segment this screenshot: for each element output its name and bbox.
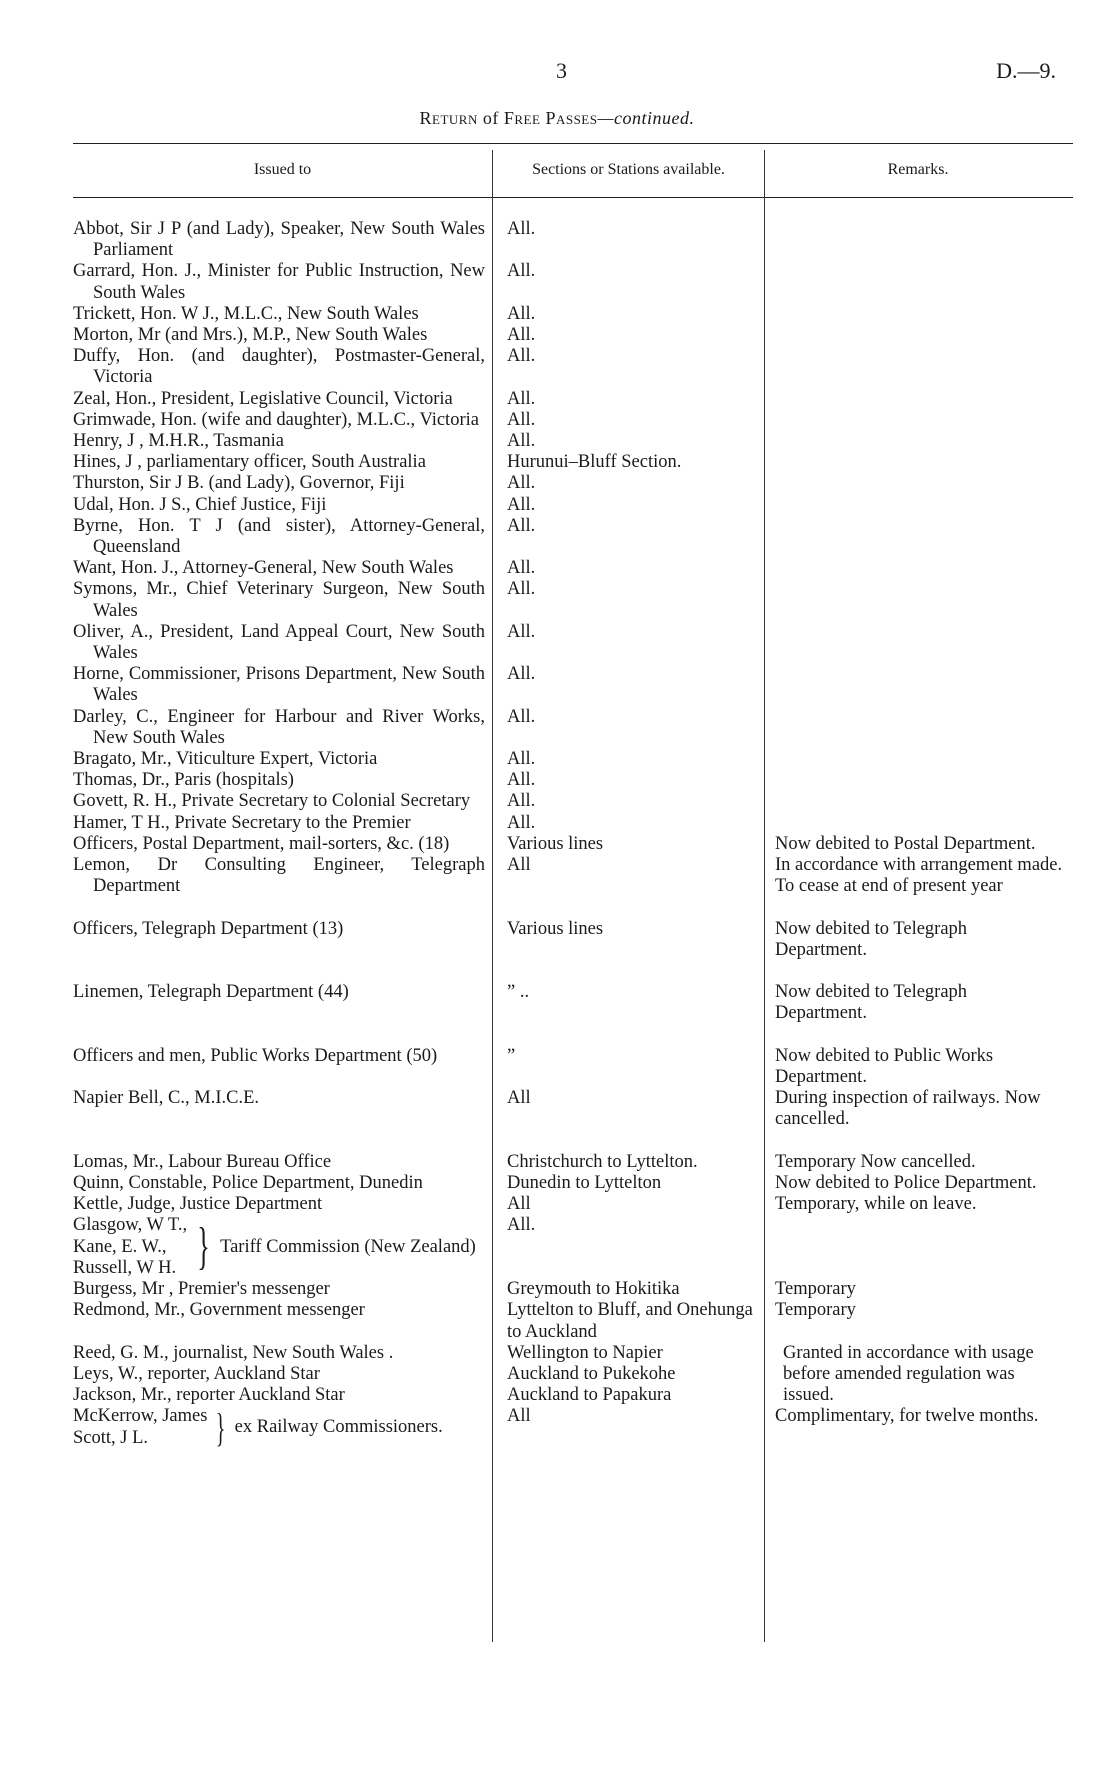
commissioners-names	[73, 1406, 207, 1448]
section-cell: All.	[507, 388, 536, 409]
remarks-cell	[765, 261, 1071, 303]
remarks-cell: Temporary Now cancelled.	[775, 1151, 976, 1172]
section-cell: All.	[507, 558, 536, 579]
table-row	[73, 1173, 1073, 1194]
section-cell: Dunedin to Lyttelton	[507, 1173, 662, 1194]
commissioners-body: ex Railway Commissioners.	[234, 1416, 443, 1437]
issued-to-cell: Reed, G. M., journalist, New South Wales .	[73, 1342, 394, 1363]
issued-to-cell: Want, Hon. J., Attorney-General, New South Wales	[73, 558, 454, 579]
remarks-cell	[765, 664, 1071, 706]
remarks-cell	[765, 495, 1071, 516]
issued-to-cell: Garrard, Hon. J., Minister for Public Instruction, New South Wales	[73, 261, 485, 303]
page-title	[0, 108, 1114, 129]
section-cell: All.	[507, 303, 536, 324]
section-cell: Various lines	[507, 833, 604, 854]
remarks-cell	[765, 410, 1071, 431]
issued-to-cell: Govett, R. H., Private Secretary to Colonial Secretary	[73, 791, 471, 812]
remarks-cell: Temporary	[775, 1300, 856, 1321]
section-cell: All	[507, 1194, 531, 1215]
remarks-cell: During inspection of railways. Now cancelled.	[775, 1088, 1041, 1130]
table-row	[73, 791, 1073, 812]
section-cell: All.	[507, 261, 536, 282]
table-row	[73, 219, 1073, 261]
remarks-cell	[765, 473, 1071, 494]
remarks-cell	[765, 622, 1071, 664]
section-cell: All.	[507, 325, 536, 346]
header-top-rule	[73, 143, 1073, 144]
section-cell: All	[507, 855, 531, 876]
table-row	[73, 834, 1073, 855]
section-cell: All.	[507, 431, 536, 452]
remarks-cell: Complimentary, for twelve months.	[775, 1406, 1039, 1427]
section-cell: ”	[507, 1045, 516, 1066]
issued-to-cell: Officers, Postal Department, mail-sorters, &c. (18)	[73, 833, 450, 854]
remarks-cell	[765, 1215, 1071, 1279]
right-brace-icon: }	[197, 1218, 210, 1276]
issued-to-cell: Officers, Telegraph Department (13)	[73, 918, 344, 939]
table-row	[73, 1152, 1073, 1173]
remarks-cell: Now debited to Police Department.	[775, 1173, 1037, 1194]
remarks-cell	[765, 346, 1071, 388]
table-row	[73, 516, 1073, 558]
remarks-cell	[765, 304, 1071, 325]
remarks-cell: Granted in accordance with usage before amended regulation was issued.	[783, 1342, 1034, 1406]
section-cell: All	[507, 1088, 531, 1109]
title-part-of: of	[477, 108, 504, 128]
issued-to-cell: Grimwade, Hon. (wife and daughter), M.L.C., Victoria	[73, 409, 479, 430]
table-row	[73, 1088, 1073, 1130]
remarks-cell	[765, 389, 1071, 410]
table-row	[73, 304, 1073, 325]
table-row	[73, 495, 1073, 516]
section-cell: Greymouth to Hokitika	[507, 1279, 680, 1300]
issued-to-cell: Oliver, A., President, Land Appeal Court, New South Wales	[73, 621, 485, 664]
issued-to-cell: Udal, Hon. J S., Chief Justice, Fiji	[73, 494, 327, 515]
remarks-cell: In accordance with arrangement made. To cease at end of present year	[775, 855, 1063, 897]
section-cell: All.	[507, 621, 536, 642]
section-cell: Wellington to Napier	[507, 1342, 663, 1363]
reporters-group	[73, 1343, 1073, 1407]
issued-to-cell: Thurston, Sir J B. (and Lady), Governor, Fiji	[73, 473, 405, 494]
table-row	[73, 622, 1073, 664]
remarks-cell: Now debited to Telegraph Department.	[775, 918, 968, 960]
section-cell: All.	[507, 473, 536, 494]
tariff-commission-cell	[73, 1215, 493, 1279]
row-spacer	[73, 1025, 1073, 1046]
commissioner-name: Kane, E. W.,	[73, 1236, 167, 1257]
table-row	[73, 1279, 1073, 1300]
remarks-cell	[765, 770, 1071, 791]
issued-to-cell: Trickett, Hon. W J., M.L.C., New South Wales	[73, 303, 419, 324]
section-cell: Various lines	[507, 918, 604, 939]
remarks-cell	[765, 558, 1071, 579]
section-cell: All	[507, 1406, 531, 1427]
table-row	[73, 473, 1073, 494]
table-row	[73, 1215, 1073, 1279]
remarks-cell: Now debited to Postal Department.	[775, 833, 1036, 854]
commissioner-name: Russell, W H.	[73, 1257, 177, 1278]
tariff-commission-names	[73, 1215, 187, 1279]
table-row	[73, 410, 1073, 431]
commissioner-name: Glasgow, W T.,	[73, 1215, 188, 1236]
table-row	[73, 579, 1073, 621]
commissioner-name: McKerrow, James	[73, 1406, 208, 1427]
section-cell: ” ..	[507, 982, 530, 1003]
row-spacer	[73, 898, 1073, 919]
remarks-cell	[765, 431, 1071, 452]
issued-to-cell: Linemen, Telegraph Department (44)	[73, 982, 349, 1003]
remarks-cell	[765, 749, 1071, 770]
commissioner-name: Scott, J L.	[73, 1427, 149, 1448]
section-cell: Hurunui–Bluff Section.	[507, 452, 682, 473]
remarks-cell: Temporary, while on leave.	[775, 1194, 977, 1215]
table-row	[73, 346, 1073, 388]
table-row	[73, 431, 1073, 452]
section-cell: All.	[507, 346, 536, 367]
table-row	[73, 1046, 1073, 1088]
title-part-return: Return	[419, 108, 478, 128]
remarks-cell: Temporary	[775, 1279, 856, 1300]
reporters-issued-cells	[73, 1343, 493, 1407]
issued-to-cell: Redmond, Mr., Government messenger	[73, 1300, 365, 1321]
remarks-cell	[765, 707, 1071, 749]
table-row	[73, 813, 1073, 834]
page-header	[0, 58, 1114, 88]
section-cell: All.	[507, 515, 536, 536]
reporters-section-cells	[493, 1343, 765, 1407]
table-row	[73, 770, 1073, 791]
remarks-cell	[765, 452, 1071, 473]
commissioners-cell	[73, 1406, 493, 1448]
remarks-cell	[765, 325, 1071, 346]
issued-to-cell: Thomas, Dr., Paris (hospitals)	[73, 770, 294, 791]
table-row	[73, 1194, 1073, 1215]
section-cell: All.	[507, 579, 536, 600]
issued-to-cell: Hines, J , parliamentary officer, South Australia	[73, 452, 426, 473]
table-row	[73, 325, 1073, 346]
table-row	[73, 1406, 1073, 1448]
column-header-remarks: Remarks.	[887, 161, 949, 178]
section-cell: Auckland to Pukekohe	[507, 1363, 676, 1384]
issued-to-cell: Lomas, Mr., Labour Bureau Office	[73, 1151, 332, 1172]
issued-to-cell: Darley, C., Engineer for Harbour and River Works, New South Wales	[73, 706, 485, 748]
document-reference: D.—9.	[996, 58, 1056, 83]
table-row	[73, 558, 1073, 579]
passes-table	[73, 219, 1073, 1449]
remarks-cell	[765, 516, 1071, 558]
section-cell: All.	[507, 664, 536, 685]
section-cell: Christchurch to Lyttelton.	[507, 1151, 698, 1172]
column-header-issued-to: Issued to	[253, 161, 312, 178]
row-spacer	[73, 1131, 1073, 1152]
table-row	[73, 452, 1073, 473]
header-bottom-rule	[73, 197, 1073, 198]
issued-to-cell: Abbot, Sir J P (and Lady), Speaker, New South Wales Parliament	[73, 219, 485, 261]
section-cell: All.	[507, 706, 536, 727]
issued-to-cell: Morton, Mr (and Mrs.), M.P., New South Wales	[73, 325, 428, 346]
table-row	[73, 1300, 1073, 1342]
section-cell: All.	[507, 1215, 536, 1236]
row-spacer	[73, 961, 1073, 982]
issued-to-cell: Officers and men, Public Works Department (50)	[73, 1045, 438, 1066]
section-cell: All.	[507, 219, 536, 239]
issued-to-cell: Jackson, Mr., reporter Auckland Star	[73, 1385, 345, 1406]
remarks-cell	[765, 219, 1071, 261]
title-part-continued: —continued.	[597, 108, 695, 128]
title-part-free-passes: Free Passes	[503, 108, 598, 128]
issued-to-cell: Henry, J , M.H.R., Tasmania	[73, 431, 284, 452]
issued-to-cell: Bragato, Mr., Viticulture Expert, Victoria	[73, 749, 378, 770]
issued-to-cell: Byrne, Hon. T J (and sister), Attorney-General, Queensland	[73, 515, 485, 558]
column-header-sections: Sections or Stations available.	[532, 161, 725, 178]
issued-to-cell: Horne, Commissioner, Prisons Department, New South Wales	[73, 664, 485, 706]
remarks-cell: Now debited to Public Works Department.	[775, 1045, 994, 1088]
issued-to-cell: Kettle, Judge, Justice Department	[73, 1194, 323, 1215]
issued-to-cell: Leys, W., reporter, Auckland Star	[73, 1363, 320, 1384]
table-row	[73, 707, 1073, 749]
table-row	[73, 982, 1073, 1024]
page-number: 3	[556, 58, 567, 83]
table-row	[73, 261, 1073, 303]
issued-to-cell: Napier Bell, C., M.I.C.E.	[73, 1088, 260, 1109]
table-row	[73, 919, 1073, 961]
issued-to-cell: Hamer, T H., Private Secretary to the Premier	[73, 812, 411, 833]
section-cell: All.	[507, 749, 536, 770]
section-cell: All.	[507, 770, 536, 791]
issued-to-cell: Burgess, Mr , Premier's messenger	[73, 1279, 330, 1300]
remarks-cell	[765, 579, 1071, 621]
issued-to-cell: Symons, Mr., Chief Veterinary Surgeon, New South Wales	[73, 579, 485, 621]
section-cell: Lyttelton to Bluff, and Onehunga to Auckland	[507, 1300, 753, 1342]
issued-to-cell: Duffy, Hon. (and daughter), Postmaster-General, Victoria	[73, 346, 485, 388]
table-row	[73, 389, 1073, 410]
issued-to-cell: Quinn, Constable, Police Department, Dunedin	[73, 1173, 423, 1194]
section-cell: Auckland to Papakura	[507, 1385, 672, 1406]
section-cell: All.	[507, 791, 536, 812]
section-cell: All.	[507, 494, 536, 515]
remarks-cell: Now debited to Telegraph Department.	[775, 982, 968, 1024]
table-row	[73, 664, 1073, 706]
right-brace-icon: }	[216, 1404, 226, 1450]
issued-to-cell: Lemon, Dr Consulting Engineer, Telegraph Department	[73, 855, 485, 897]
issued-to-cell: Zeal, Hon., President, Legislative Council, Victoria	[73, 388, 453, 409]
remarks-cell	[765, 791, 1071, 812]
table-row	[73, 855, 1073, 897]
section-cell: All.	[507, 409, 536, 430]
remarks-cell	[765, 813, 1071, 834]
section-cell: All.	[507, 812, 536, 833]
table-row	[73, 749, 1073, 770]
tariff-commission-body: Tariff Commission (New Zealand)	[220, 1236, 476, 1257]
